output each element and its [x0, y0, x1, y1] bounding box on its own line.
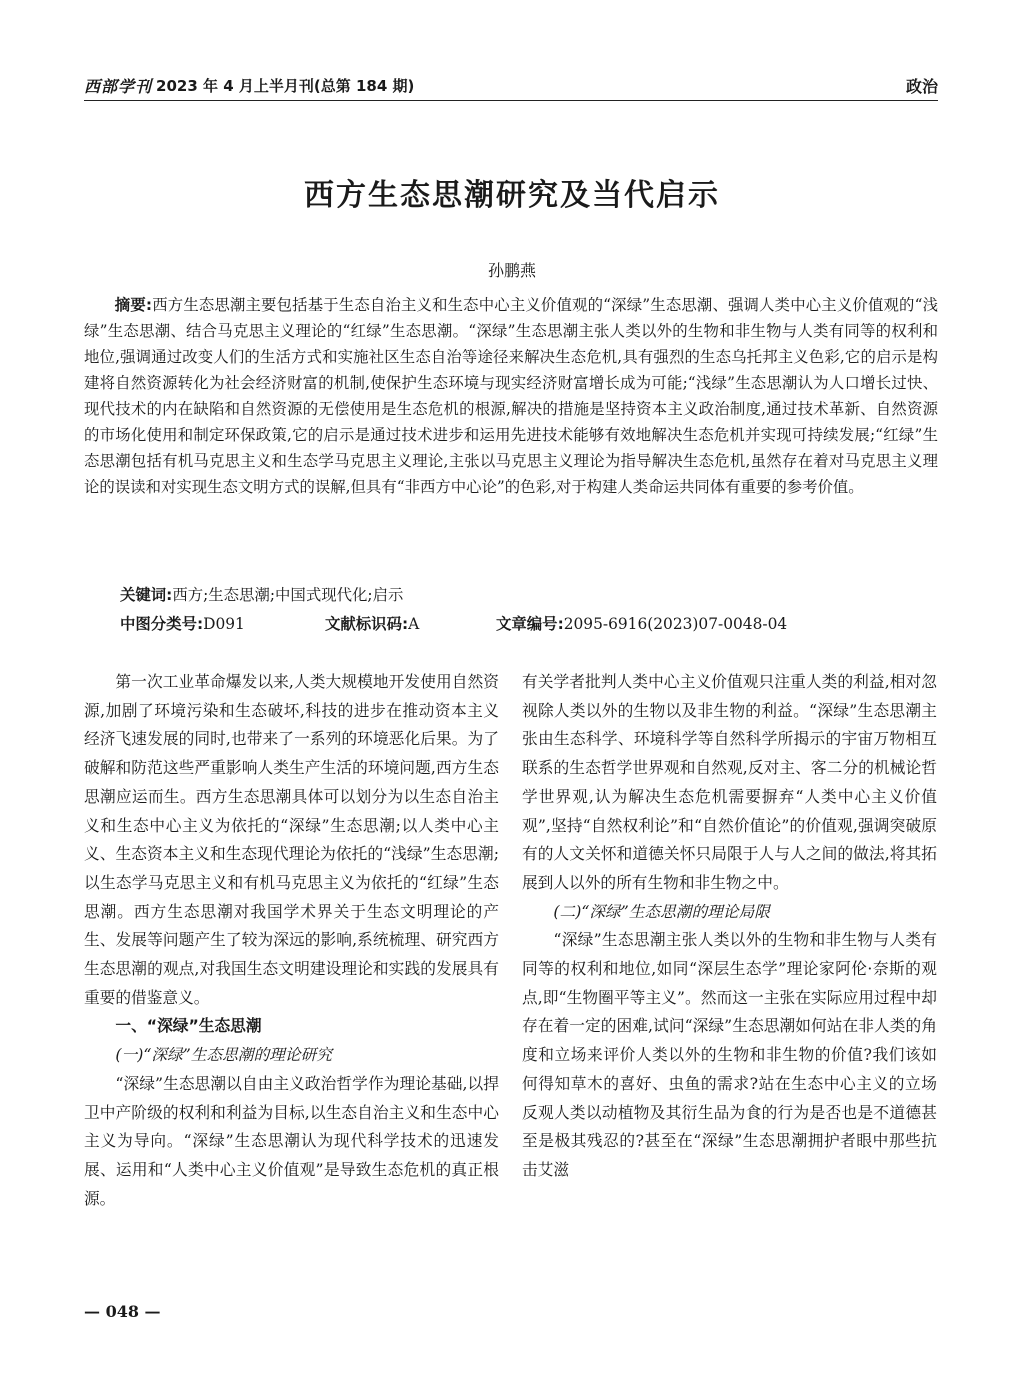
subsection-heading: (二)“深绿”生态思潮的理论局限: [553, 901, 770, 921]
body-paragraph: 第一次工业革命爆发以来,人类大规模地开发使用自然资源,加剧了环境污染和生态破坏,科技的进步在推动资本主义经济飞速发展的同时,也带来了一系列的环境恶化后果。为了破解和防范这些严重影响人类生产生活的环境问题,西方生态思潮应运而生。西方生态思潮具体可以划分为以生态自治主义和生态中心主义为依托的“深绿”生态思潮;以人类中心主义、生态资本主义和生态现代理论为依托的“浅绿”生态思潮;以生态学马克思主义和有机马克思主义为依托的“红绿”生态思潮。西方生态思潮对我国学术界关于生态文明理论的产生、发展等问题产生了较为深远的影响,系统梳理、研究西方生态思潮的观点,对我国生态文明建设理论和实践的发展具有重要的借鉴意义。: [84, 672, 499, 1007]
keywords-label: 关键词:: [120, 586, 173, 604]
keywords: [120, 582, 403, 608]
doc-code-item: [325, 611, 496, 637]
article-title: 西方生态思潮研究及当代启示: [304, 178, 720, 213]
article-no-item: [496, 611, 787, 637]
clc-value: D091: [203, 615, 245, 633]
body-paragraph: 有关学者批判人类中心主义价值观只注重人类的利益,相对忽视除人类以外的生物以及非生物的利益。“深绿”生态思潮主张由生态科学、环境科学等自然科学所揭示的宇宙万物相互联系的生态哲学世界观和自然观,反对主、客二分的机械论哲学世界观,认为解决生态危机需要摒弃“人类中心主义价值观”,坚持“自然权利论”和“自然价值论”的价值观,强调突破原有的人文关怀和道德关怀只局限于人与人之间的做法,将其拓展到人以外的所有生物和非生物之中。: [522, 672, 937, 892]
author-name: 孙鹏燕: [487, 261, 536, 280]
doc-code-label: 文献标识码:: [325, 615, 409, 633]
header-left: [84, 74, 414, 97]
abstract-text: 西方生态思潮主要包括基于生态自治主义和生态中心主义价值观的“深绿”生态思潮、强调人类中心主义价值观的“浅绿”生态思潮、结合马克思主义理论的“红绿”生态思潮。“深绿”生态思潮主张人类以外的生物和非生物与人类有同等的权利和地位,强调通过改变人们的生活方式和实施社区生态自治等途径来解决生态危机,具有强烈的生态乌托邦主义色彩,它的启示是构建将自然资源转化为社会经济财富的机制,使保护生态环境与现实经济财富增长成为可能;“浅绿”生态思潮认为人口增长过快、现代技术的内在缺陷和自然资源的无偿使用是生态危机的根源,解决的措施是坚持资本主义政治制度,通过技术革新、自然资源的市场化使用和制定环保政策,它的启示是通过技术进步和运用先进技术能够有效地解决生态危机并实现可持续发展;“红绿”生态思潮包括有机马克思主义和生态学马克思主义理论,主张以马克思主义理论为指导解决生态危机,虽然存在着对马克思主义理论的误读和对实现生态文明方式的误解,但具有“非西方中心论”的色彩,对于构建人类命运共同体有重要的参考价值。: [84, 296, 939, 496]
body-column-left: [84, 668, 499, 1213]
abstract-label: 摘要:: [114, 296, 153, 314]
section-heading: 一、“深绿”生态思潮: [115, 1016, 262, 1036]
doc-code-value: A: [408, 615, 420, 633]
clc-item: [120, 611, 325, 637]
keywords-text: 西方;生态思潮;中国式现代化;启示: [172, 586, 404, 604]
body-column-right: [522, 668, 937, 1185]
article-no-value: 2095-6916(2023)07-0048-04: [563, 615, 788, 633]
page-number: — 048 —: [84, 1302, 161, 1321]
journal-issue: 2023 年 4 月上半月刊(总第 184 期): [156, 76, 415, 95]
subsection-heading: (一)“深绿”生态思潮的理论研究: [115, 1045, 332, 1065]
section-tag: 政治: [905, 76, 938, 96]
abstract: [84, 292, 938, 500]
classification-row: [120, 611, 938, 637]
clc-label: 中图分类号:: [120, 615, 204, 633]
body-paragraph: “深绿”生态思潮主张人类以外的生物和非生物与人类有同等的权利和地位,如同“深层生态学”理论家阿伦·奈斯的观点,即“生物圈平等主义”。然而这一主张在实际应用过程中却存在着一定的困难,试问“深绿”生态思潮如何站在非人类的角度和立场来评价人类以外的生物和非生物的价值?我们该如何得知草木的喜好、虫鱼的需求?站在生态中心主义的立场反观人类以动植物及其衍生品为食的行为是否也是不道德甚至是极其残忍的?甚至在“深绿”生态思潮拥护者眼中那些抗击艾滋: [522, 930, 937, 1179]
journal-logo: 西部学刊: [84, 76, 153, 96]
running-header: [84, 70, 938, 101]
article-no-label: 文章编号:: [496, 615, 564, 633]
body-paragraph: “深绿”生态思潮以自由主义政治哲学作为理论基础,以捍卫中产阶级的权利和利益为目标,以生态自治主义和生态中心主义为导向。“深绿”生态思潮认为现代科学技术的迅速发展、运用和“人类中心主义价值观”是导致生态危机的真正根源。: [84, 1073, 499, 1208]
